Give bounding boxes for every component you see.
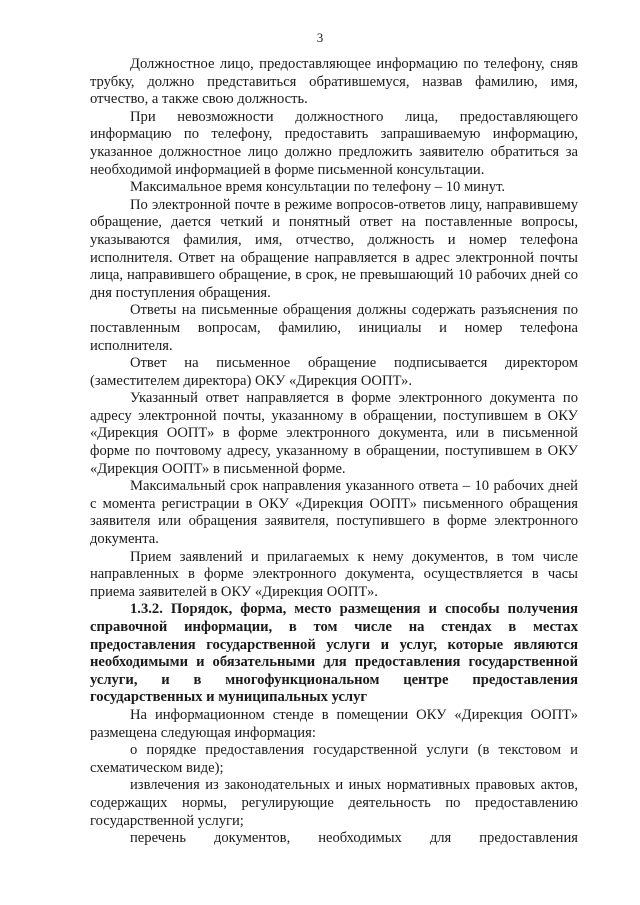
paragraph-phone-unavailable: При невозможности должностного лица, предоставляющего информацию по телефону, предоставить запрашиваемую информацию, указанное должностное лицо должно предложить заявителю обратиться за необходимой информацией в форме письменной консультации. xyxy=(90,108,578,178)
paragraph-phone-max-time: Максимальное время консультации по телефону – 10 минут. xyxy=(130,179,506,196)
paragraph-written-answers: Ответы на письменные обращения должны содержать разъяснения по поставленным вопросам, фамилию, инициалы и номер телефона исполнителя. xyxy=(90,302,578,354)
list-item-procedure: о порядке предоставления государственной услуги (в текстовом и схематическом виде); xyxy=(90,742,578,776)
document-body xyxy=(90,56,578,848)
section-heading-1-3-2: 1.3.2. Порядок, форма, место размещения и способы получения справочной информации, в том числе на стендах в местах предоставления государственной услуги и услуг, которые являются необходимыми и обязательными для предоставления государственной услуги, и в многофункциональном центре предоставления государственных и муниципальных услуг xyxy=(90,601,578,706)
paragraph-application-reception: Прием заявлений и прилагаемых к нему документов, в том числе направленных в форме электронного документа, осуществляется в часы приема заявителей в ОКУ «Дирекция ООПТ». xyxy=(90,548,578,600)
paragraph-phone-introduction: Должностное лицо, предоставляющее информацию по телефону, сняв трубку, должно представиться обратившемуся, назвав фамилию, имя, отчество, а также свою должность. xyxy=(90,56,578,108)
paragraph-email-answers: По электронной почте в режиме вопросов-ответов лицу, направившему обращение, дается четкий и понятный ответ на поставленные вопросы, указываются фамилия, имя, отчество, должность и номер телефона исполнителя. Ответ на обращение направляется в адрес электронной почты лица, направившего обращение, в срок, не превышающий 10 рабочих дней со дня поступления обращения. xyxy=(90,196,578,301)
list-item-legal-extracts: извлечения из законодательных и иных нормативных правовых актов, содержащих нормы, регулирующие деятельность по предоставлению государственной услуги; xyxy=(90,777,578,829)
paragraph-answer-deadline: Максимальный срок направления указанного ответа – 10 рабочих дней с момента регистрации в ОКУ «Дирекция ООПТ» письменного обращения заявителя или обращения заявителя, поступившего в форме электронного документа. xyxy=(90,478,578,548)
paragraph-info-stand: На информационном стенде в помещении ОКУ «Дирекция ООПТ» размещена следующая информация: xyxy=(90,706,578,741)
list-item-documents: перечень документов, необходимых для предоставления xyxy=(130,830,578,847)
paragraph-answer-delivery: Указанный ответ направляется в форме электронного документа по адресу электронной почты, указанному в обращении, поступившем в ОКУ «Дирекция ООПТ» в форме электронного документа, или в письменной форме по почтовому адресу, указанному в обращении, поступившем в ОКУ «Дирекция ООПТ» в письменной форме. xyxy=(90,390,578,477)
page-number: 3 xyxy=(316,30,324,45)
paragraph-answer-signature: Ответ на письменное обращение подписывается директором (заместителем директора) ОКУ «Дирекция ООПТ». xyxy=(90,355,578,389)
